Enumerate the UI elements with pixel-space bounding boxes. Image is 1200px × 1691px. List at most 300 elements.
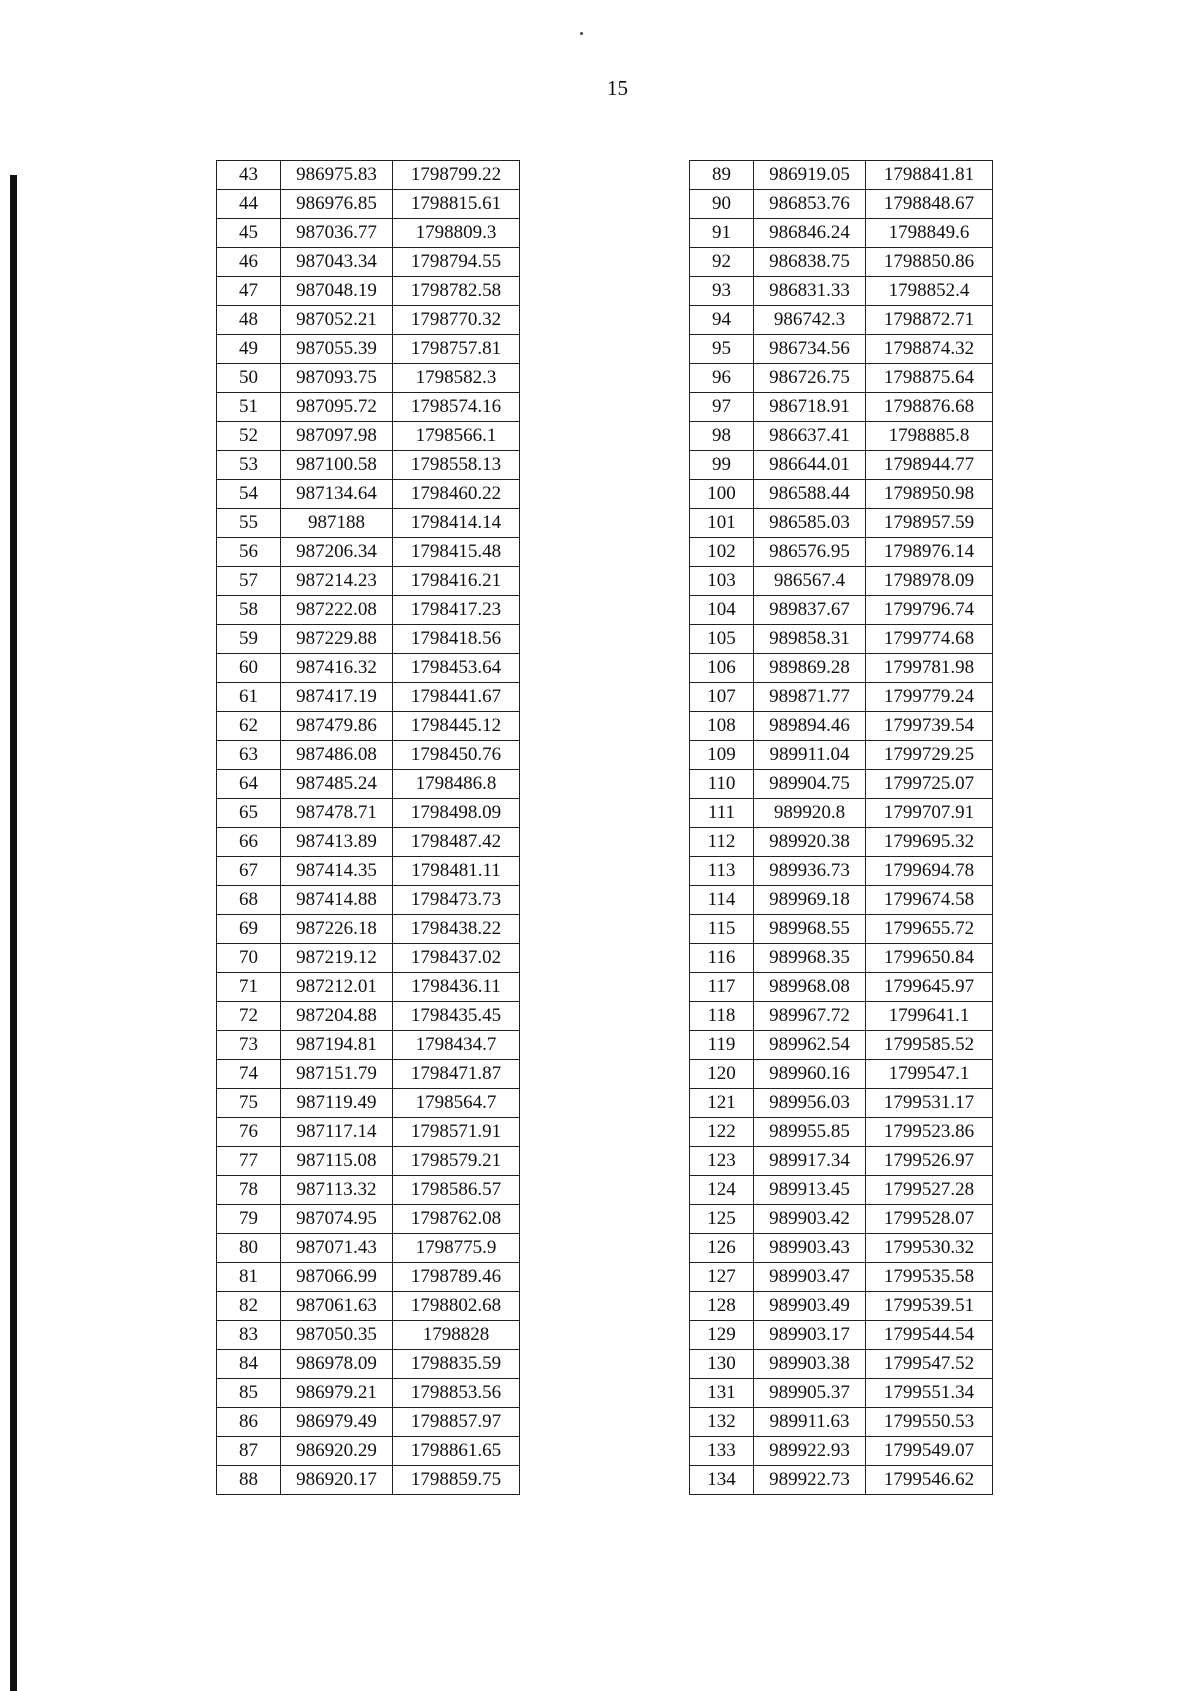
point-number-cell: 58 bbox=[217, 596, 281, 625]
x-coordinate-cell: 989917.34 bbox=[754, 1147, 866, 1176]
point-number-cell: 133 bbox=[690, 1437, 754, 1466]
table-row bbox=[690, 219, 993, 248]
point-number-cell: 102 bbox=[690, 538, 754, 567]
point-number-cell: 54 bbox=[217, 480, 281, 509]
table-row bbox=[217, 625, 520, 654]
point-number-cell: 112 bbox=[690, 828, 754, 857]
x-coordinate-cell: 987055.39 bbox=[281, 335, 393, 364]
x-coordinate-cell: 989858.31 bbox=[754, 625, 866, 654]
table-row bbox=[690, 1060, 993, 1089]
y-coordinate-cell: 1798441.67 bbox=[393, 683, 520, 712]
y-coordinate-cell: 1798414.14 bbox=[393, 509, 520, 538]
table-row bbox=[690, 161, 993, 190]
table-row bbox=[690, 364, 993, 393]
table-row bbox=[217, 1176, 520, 1205]
y-coordinate-cell: 1798445.12 bbox=[393, 712, 520, 741]
x-coordinate-cell: 987219.12 bbox=[281, 944, 393, 973]
table-row bbox=[690, 451, 993, 480]
table-row bbox=[217, 509, 520, 538]
y-coordinate-cell: 1798450.76 bbox=[393, 741, 520, 770]
x-coordinate-cell: 989936.73 bbox=[754, 857, 866, 886]
x-coordinate-cell: 986979.21 bbox=[281, 1379, 393, 1408]
table-row bbox=[217, 1321, 520, 1350]
x-coordinate-cell: 986588.44 bbox=[754, 480, 866, 509]
y-coordinate-cell: 1798417.23 bbox=[393, 596, 520, 625]
y-coordinate-cell: 1798876.68 bbox=[866, 393, 993, 422]
point-number-cell: 56 bbox=[217, 538, 281, 567]
x-coordinate-cell: 987048.19 bbox=[281, 277, 393, 306]
point-number-cell: 129 bbox=[690, 1321, 754, 1350]
table-row bbox=[217, 1234, 520, 1263]
y-coordinate-cell: 1798416.21 bbox=[393, 567, 520, 596]
y-coordinate-cell: 1798850.86 bbox=[866, 248, 993, 277]
y-coordinate-cell: 1799641.1 bbox=[866, 1002, 993, 1031]
point-number-cell: 130 bbox=[690, 1350, 754, 1379]
x-coordinate-cell: 989968.55 bbox=[754, 915, 866, 944]
table-row bbox=[690, 886, 993, 915]
table-row bbox=[217, 1060, 520, 1089]
point-number-cell: 95 bbox=[690, 335, 754, 364]
point-number-cell: 48 bbox=[217, 306, 281, 335]
x-coordinate-cell: 989903.49 bbox=[754, 1292, 866, 1321]
table-row bbox=[217, 1466, 520, 1495]
point-number-cell: 72 bbox=[217, 1002, 281, 1031]
table-row bbox=[217, 596, 520, 625]
x-coordinate-cell: 989968.08 bbox=[754, 973, 866, 1002]
table-row bbox=[217, 712, 520, 741]
y-coordinate-cell: 1799655.72 bbox=[866, 915, 993, 944]
coordinates-table-right bbox=[689, 160, 993, 1495]
y-coordinate-cell: 1798841.81 bbox=[866, 161, 993, 190]
point-number-cell: 117 bbox=[690, 973, 754, 1002]
x-coordinate-cell: 986576.95 bbox=[754, 538, 866, 567]
table-row bbox=[690, 538, 993, 567]
x-coordinate-cell: 987414.88 bbox=[281, 886, 393, 915]
table-row bbox=[217, 654, 520, 683]
y-coordinate-cell: 1799650.84 bbox=[866, 944, 993, 973]
y-coordinate-cell: 1798473.73 bbox=[393, 886, 520, 915]
x-coordinate-cell: 986919.05 bbox=[754, 161, 866, 190]
y-coordinate-cell: 1799694.78 bbox=[866, 857, 993, 886]
point-number-cell: 94 bbox=[690, 306, 754, 335]
y-coordinate-cell: 1798434.7 bbox=[393, 1031, 520, 1060]
point-number-cell: 53 bbox=[217, 451, 281, 480]
x-coordinate-cell: 986920.29 bbox=[281, 1437, 393, 1466]
table-row bbox=[217, 1031, 520, 1060]
point-number-cell: 116 bbox=[690, 944, 754, 973]
point-number-cell: 84 bbox=[217, 1350, 281, 1379]
y-coordinate-cell: 1798471.87 bbox=[393, 1060, 520, 1089]
table-row bbox=[690, 1002, 993, 1031]
table-row bbox=[690, 944, 993, 973]
y-coordinate-cell: 1799547.52 bbox=[866, 1350, 993, 1379]
table-row bbox=[690, 422, 993, 451]
y-coordinate-cell: 1799528.07 bbox=[866, 1205, 993, 1234]
y-coordinate-cell: 1799551.34 bbox=[866, 1379, 993, 1408]
table-row bbox=[217, 915, 520, 944]
point-number-cell: 57 bbox=[217, 567, 281, 596]
y-coordinate-cell: 1798574.16 bbox=[393, 393, 520, 422]
x-coordinate-cell: 987229.88 bbox=[281, 625, 393, 654]
point-number-cell: 55 bbox=[217, 509, 281, 538]
x-coordinate-cell: 987479.86 bbox=[281, 712, 393, 741]
y-coordinate-cell: 1798885.8 bbox=[866, 422, 993, 451]
table-row bbox=[217, 1350, 520, 1379]
x-coordinate-cell: 987061.63 bbox=[281, 1292, 393, 1321]
x-coordinate-cell: 987097.98 bbox=[281, 422, 393, 451]
x-coordinate-cell: 987151.79 bbox=[281, 1060, 393, 1089]
y-coordinate-cell: 1799674.58 bbox=[866, 886, 993, 915]
x-coordinate-cell: 987050.35 bbox=[281, 1321, 393, 1350]
y-coordinate-cell: 1799550.53 bbox=[866, 1408, 993, 1437]
point-number-cell: 89 bbox=[690, 161, 754, 190]
point-number-cell: 96 bbox=[690, 364, 754, 393]
y-coordinate-cell: 1798571.91 bbox=[393, 1118, 520, 1147]
table-row bbox=[690, 335, 993, 364]
y-coordinate-cell: 1798486.8 bbox=[393, 770, 520, 799]
x-coordinate-cell: 989903.17 bbox=[754, 1321, 866, 1350]
point-number-cell: 74 bbox=[217, 1060, 281, 1089]
y-coordinate-cell: 1799527.28 bbox=[866, 1176, 993, 1205]
y-coordinate-cell: 1798978.09 bbox=[866, 567, 993, 596]
table-row bbox=[217, 683, 520, 712]
x-coordinate-cell: 987113.32 bbox=[281, 1176, 393, 1205]
table-row bbox=[690, 480, 993, 509]
y-coordinate-cell: 1799725.07 bbox=[866, 770, 993, 799]
y-coordinate-cell: 1798852.4 bbox=[866, 277, 993, 306]
y-coordinate-cell: 1798799.22 bbox=[393, 161, 520, 190]
x-coordinate-cell: 987134.64 bbox=[281, 480, 393, 509]
point-number-cell: 51 bbox=[217, 393, 281, 422]
y-coordinate-cell: 1798498.09 bbox=[393, 799, 520, 828]
y-coordinate-cell: 1798487.42 bbox=[393, 828, 520, 857]
x-coordinate-cell: 987194.81 bbox=[281, 1031, 393, 1060]
x-coordinate-cell: 986567.4 bbox=[754, 567, 866, 596]
y-coordinate-cell: 1799645.97 bbox=[866, 973, 993, 1002]
y-coordinate-cell: 1798435.45 bbox=[393, 1002, 520, 1031]
x-coordinate-cell: 987206.34 bbox=[281, 538, 393, 567]
y-coordinate-cell: 1798564.7 bbox=[393, 1089, 520, 1118]
point-number-cell: 125 bbox=[690, 1205, 754, 1234]
point-number-cell: 91 bbox=[690, 219, 754, 248]
y-coordinate-cell: 1798436.11 bbox=[393, 973, 520, 1002]
x-coordinate-cell: 989956.03 bbox=[754, 1089, 866, 1118]
table-row bbox=[217, 799, 520, 828]
x-coordinate-cell: 989871.77 bbox=[754, 683, 866, 712]
coordinates-table-left bbox=[216, 160, 520, 1495]
x-coordinate-cell: 987100.58 bbox=[281, 451, 393, 480]
y-coordinate-cell: 1799779.24 bbox=[866, 683, 993, 712]
point-number-cell: 107 bbox=[690, 683, 754, 712]
y-coordinate-cell: 1799729.25 bbox=[866, 741, 993, 770]
x-coordinate-cell: 989955.85 bbox=[754, 1118, 866, 1147]
table-row bbox=[690, 1031, 993, 1060]
x-coordinate-cell: 986853.76 bbox=[754, 190, 866, 219]
point-number-cell: 47 bbox=[217, 277, 281, 306]
point-number-cell: 73 bbox=[217, 1031, 281, 1060]
table-row bbox=[690, 306, 993, 335]
point-number-cell: 93 bbox=[690, 277, 754, 306]
table-row bbox=[690, 1234, 993, 1263]
table-row bbox=[217, 422, 520, 451]
point-number-cell: 68 bbox=[217, 886, 281, 915]
point-number-cell: 71 bbox=[217, 973, 281, 1002]
table-row bbox=[217, 1263, 520, 1292]
y-coordinate-cell: 1798976.14 bbox=[866, 538, 993, 567]
point-number-cell: 88 bbox=[217, 1466, 281, 1495]
y-coordinate-cell: 1799531.17 bbox=[866, 1089, 993, 1118]
x-coordinate-cell: 989960.16 bbox=[754, 1060, 866, 1089]
point-number-cell: 97 bbox=[690, 393, 754, 422]
x-coordinate-cell: 989911.04 bbox=[754, 741, 866, 770]
point-number-cell: 50 bbox=[217, 364, 281, 393]
x-coordinate-cell: 989962.54 bbox=[754, 1031, 866, 1060]
table-row bbox=[690, 509, 993, 538]
y-coordinate-cell: 1798762.08 bbox=[393, 1205, 520, 1234]
x-coordinate-cell: 986846.24 bbox=[754, 219, 866, 248]
y-coordinate-cell: 1798802.68 bbox=[393, 1292, 520, 1321]
table-row bbox=[217, 393, 520, 422]
point-number-cell: 46 bbox=[217, 248, 281, 277]
table-row bbox=[690, 828, 993, 857]
table-row bbox=[690, 1263, 993, 1292]
table-row bbox=[690, 915, 993, 944]
page-number: 15 bbox=[607, 76, 628, 100]
y-coordinate-cell: 1798809.3 bbox=[393, 219, 520, 248]
scan-margin-bar bbox=[10, 175, 17, 1691]
x-coordinate-cell: 989920.8 bbox=[754, 799, 866, 828]
point-number-cell: 118 bbox=[690, 1002, 754, 1031]
y-coordinate-cell: 1799695.32 bbox=[866, 828, 993, 857]
y-coordinate-cell: 1798874.32 bbox=[866, 335, 993, 364]
table-row bbox=[217, 973, 520, 1002]
y-coordinate-cell: 1798835.59 bbox=[393, 1350, 520, 1379]
y-coordinate-cell: 1799585.52 bbox=[866, 1031, 993, 1060]
y-coordinate-cell: 1798566.1 bbox=[393, 422, 520, 451]
table-row bbox=[217, 1379, 520, 1408]
x-coordinate-cell: 989903.38 bbox=[754, 1350, 866, 1379]
point-number-cell: 64 bbox=[217, 770, 281, 799]
x-coordinate-cell: 987036.77 bbox=[281, 219, 393, 248]
y-coordinate-cell: 1798770.32 bbox=[393, 306, 520, 335]
table-row bbox=[217, 741, 520, 770]
y-coordinate-cell: 1798558.13 bbox=[393, 451, 520, 480]
table-row bbox=[217, 248, 520, 277]
table-row bbox=[690, 190, 993, 219]
point-number-cell: 110 bbox=[690, 770, 754, 799]
x-coordinate-cell: 987416.32 bbox=[281, 654, 393, 683]
table-row bbox=[690, 248, 993, 277]
y-coordinate-cell: 1798957.59 bbox=[866, 509, 993, 538]
table-row bbox=[217, 1147, 520, 1176]
x-coordinate-cell: 987212.01 bbox=[281, 973, 393, 1002]
table-row bbox=[690, 1292, 993, 1321]
point-number-cell: 105 bbox=[690, 625, 754, 654]
table-row bbox=[690, 625, 993, 654]
x-coordinate-cell: 987414.35 bbox=[281, 857, 393, 886]
point-number-cell: 132 bbox=[690, 1408, 754, 1437]
point-number-cell: 106 bbox=[690, 654, 754, 683]
table-row bbox=[690, 683, 993, 712]
y-coordinate-cell: 1798848.67 bbox=[866, 190, 993, 219]
y-coordinate-cell: 1799530.32 bbox=[866, 1234, 993, 1263]
point-number-cell: 108 bbox=[690, 712, 754, 741]
point-number-cell: 43 bbox=[217, 161, 281, 190]
y-coordinate-cell: 1799544.54 bbox=[866, 1321, 993, 1350]
point-number-cell: 80 bbox=[217, 1234, 281, 1263]
x-coordinate-cell: 989894.46 bbox=[754, 712, 866, 741]
table-row bbox=[217, 886, 520, 915]
table-row bbox=[217, 480, 520, 509]
y-coordinate-cell: 1799526.97 bbox=[866, 1147, 993, 1176]
x-coordinate-cell: 986637.41 bbox=[754, 422, 866, 451]
point-number-cell: 77 bbox=[217, 1147, 281, 1176]
point-number-cell: 121 bbox=[690, 1089, 754, 1118]
y-coordinate-cell: 1798782.58 bbox=[393, 277, 520, 306]
point-number-cell: 75 bbox=[217, 1089, 281, 1118]
y-coordinate-cell: 1798944.77 bbox=[866, 451, 993, 480]
point-number-cell: 49 bbox=[217, 335, 281, 364]
x-coordinate-cell: 986585.03 bbox=[754, 509, 866, 538]
x-coordinate-cell: 989968.35 bbox=[754, 944, 866, 973]
point-number-cell: 120 bbox=[690, 1060, 754, 1089]
x-coordinate-cell: 987043.34 bbox=[281, 248, 393, 277]
table-row bbox=[690, 712, 993, 741]
point-number-cell: 134 bbox=[690, 1466, 754, 1495]
table-row bbox=[690, 1350, 993, 1379]
y-coordinate-cell: 1798861.65 bbox=[393, 1437, 520, 1466]
table-row bbox=[217, 1002, 520, 1031]
table-row bbox=[690, 654, 993, 683]
x-coordinate-cell: 986742.3 bbox=[754, 306, 866, 335]
y-coordinate-cell: 1798453.64 bbox=[393, 654, 520, 683]
point-number-cell: 62 bbox=[217, 712, 281, 741]
scan-speck bbox=[580, 32, 583, 35]
table-row bbox=[690, 1118, 993, 1147]
table-row bbox=[217, 857, 520, 886]
table-row bbox=[217, 190, 520, 219]
y-coordinate-cell: 1798872.71 bbox=[866, 306, 993, 335]
y-coordinate-cell: 1798789.46 bbox=[393, 1263, 520, 1292]
x-coordinate-cell: 986975.83 bbox=[281, 161, 393, 190]
x-coordinate-cell: 989913.45 bbox=[754, 1176, 866, 1205]
point-number-cell: 81 bbox=[217, 1263, 281, 1292]
point-number-cell: 113 bbox=[690, 857, 754, 886]
y-coordinate-cell: 1799707.91 bbox=[866, 799, 993, 828]
point-number-cell: 70 bbox=[217, 944, 281, 973]
x-coordinate-cell: 986978.09 bbox=[281, 1350, 393, 1379]
table-row bbox=[217, 306, 520, 335]
table-row bbox=[217, 1205, 520, 1234]
y-coordinate-cell: 1798418.56 bbox=[393, 625, 520, 654]
x-coordinate-cell: 989969.18 bbox=[754, 886, 866, 915]
table-row bbox=[690, 393, 993, 422]
x-coordinate-cell: 987052.21 bbox=[281, 306, 393, 335]
y-coordinate-cell: 1799796.74 bbox=[866, 596, 993, 625]
x-coordinate-cell: 989904.75 bbox=[754, 770, 866, 799]
point-number-cell: 99 bbox=[690, 451, 754, 480]
x-coordinate-cell: 987071.43 bbox=[281, 1234, 393, 1263]
point-number-cell: 63 bbox=[217, 741, 281, 770]
x-coordinate-cell: 989922.73 bbox=[754, 1466, 866, 1495]
x-coordinate-cell: 989920.38 bbox=[754, 828, 866, 857]
x-coordinate-cell: 987074.95 bbox=[281, 1205, 393, 1234]
point-number-cell: 67 bbox=[217, 857, 281, 886]
point-number-cell: 87 bbox=[217, 1437, 281, 1466]
table-row bbox=[690, 596, 993, 625]
x-coordinate-cell: 986831.33 bbox=[754, 277, 866, 306]
y-coordinate-cell: 1798828 bbox=[393, 1321, 520, 1350]
x-coordinate-cell: 989903.47 bbox=[754, 1263, 866, 1292]
x-coordinate-cell: 987485.24 bbox=[281, 770, 393, 799]
coordinates-table-body bbox=[690, 161, 993, 1495]
y-coordinate-cell: 1798775.9 bbox=[393, 1234, 520, 1263]
table-row bbox=[690, 1321, 993, 1350]
x-coordinate-cell: 987478.71 bbox=[281, 799, 393, 828]
x-coordinate-cell: 989905.37 bbox=[754, 1379, 866, 1408]
x-coordinate-cell: 987222.08 bbox=[281, 596, 393, 625]
y-coordinate-cell: 1798415.48 bbox=[393, 538, 520, 567]
y-coordinate-cell: 1799739.54 bbox=[866, 712, 993, 741]
y-coordinate-cell: 1798437.02 bbox=[393, 944, 520, 973]
y-coordinate-cell: 1798794.55 bbox=[393, 248, 520, 277]
table-row bbox=[217, 277, 520, 306]
table-row bbox=[217, 451, 520, 480]
x-coordinate-cell: 987226.18 bbox=[281, 915, 393, 944]
y-coordinate-cell: 1798950.98 bbox=[866, 480, 993, 509]
point-number-cell: 82 bbox=[217, 1292, 281, 1321]
table-row bbox=[690, 1379, 993, 1408]
y-coordinate-cell: 1799549.07 bbox=[866, 1437, 993, 1466]
table-row bbox=[217, 944, 520, 973]
x-coordinate-cell: 989967.72 bbox=[754, 1002, 866, 1031]
table-row bbox=[217, 828, 520, 857]
y-coordinate-cell: 1799539.51 bbox=[866, 1292, 993, 1321]
y-coordinate-cell: 1798460.22 bbox=[393, 480, 520, 509]
point-number-cell: 45 bbox=[217, 219, 281, 248]
point-number-cell: 104 bbox=[690, 596, 754, 625]
table-row bbox=[217, 1089, 520, 1118]
y-coordinate-cell: 1798438.22 bbox=[393, 915, 520, 944]
point-number-cell: 123 bbox=[690, 1147, 754, 1176]
table-row bbox=[217, 1292, 520, 1321]
point-number-cell: 100 bbox=[690, 480, 754, 509]
point-number-cell: 101 bbox=[690, 509, 754, 538]
x-coordinate-cell: 986718.91 bbox=[754, 393, 866, 422]
table-row bbox=[217, 335, 520, 364]
table-row bbox=[217, 567, 520, 596]
x-coordinate-cell: 986734.56 bbox=[754, 335, 866, 364]
x-coordinate-cell: 986726.75 bbox=[754, 364, 866, 393]
table-row bbox=[690, 741, 993, 770]
table-row bbox=[217, 1437, 520, 1466]
point-number-cell: 52 bbox=[217, 422, 281, 451]
y-coordinate-cell: 1798481.11 bbox=[393, 857, 520, 886]
x-coordinate-cell: 987214.23 bbox=[281, 567, 393, 596]
table-row bbox=[690, 973, 993, 1002]
x-coordinate-cell: 989837.67 bbox=[754, 596, 866, 625]
point-number-cell: 124 bbox=[690, 1176, 754, 1205]
x-coordinate-cell: 986920.17 bbox=[281, 1466, 393, 1495]
y-coordinate-cell: 1798859.75 bbox=[393, 1466, 520, 1495]
point-number-cell: 131 bbox=[690, 1379, 754, 1408]
point-number-cell: 127 bbox=[690, 1263, 754, 1292]
x-coordinate-cell: 989911.63 bbox=[754, 1408, 866, 1437]
y-coordinate-cell: 1798582.3 bbox=[393, 364, 520, 393]
table-row bbox=[690, 1147, 993, 1176]
point-number-cell: 85 bbox=[217, 1379, 281, 1408]
table-row bbox=[217, 161, 520, 190]
